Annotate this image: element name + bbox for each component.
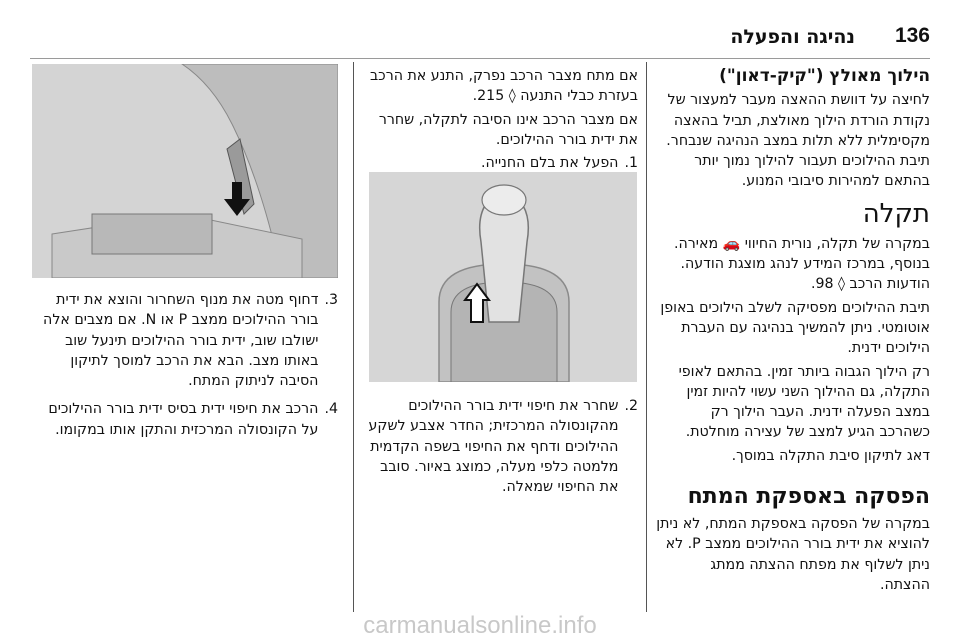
middle-column-lower	[366, 396, 638, 497]
release-lever-illustration	[32, 64, 338, 278]
step-4	[32, 399, 338, 440]
step-1-text: הפעל את בלם החנייה.	[481, 155, 619, 172]
left-column	[32, 290, 338, 440]
step-3-text: דחוף מטה את מנוף השחרור והוצא את ידית בורר ההילוכים ממצב P או N. אם מצבים אלה ישולבו שוב, ידית בורר ההילוכים תינעל שוב באותו מצב. הבא את הרכב למוסך לתיקון הסיבה לניתוק המתח.	[43, 292, 319, 390]
watermark: carmanualsonline.info	[363, 612, 597, 639]
step-3	[32, 290, 338, 391]
gear-lever-drawing	[369, 172, 637, 382]
step-4-text: הרכב את חיפוי ידית בסיס ידית בורר ההילוכים על הקונסולה המרכזית והתקן אותו במקומו.	[48, 401, 319, 438]
heading-kickdown: הילוך מאולץ ("קיק-דאון")	[719, 66, 930, 86]
paragraph-release: אם מצבר הרכב אינו הסיבה לתקלה, שחרר את ידית בורר ההילוכים.	[378, 111, 638, 148]
step-1-number: 1.	[624, 155, 638, 172]
paragraph-fault-2: תיבת ההילוכים מפסיקה לשלב הילוכים באופן אוטומטי. ניתן להמשיך בנהיגה עם העברת הילוכים ידנית.	[660, 299, 930, 357]
step-2-number: 2.	[624, 398, 638, 414]
paragraph-fault-4: דאג לתיקון סיבת התקלה במוסך.	[731, 447, 930, 464]
column-divider-left	[353, 62, 354, 612]
page-header	[0, 0, 960, 62]
right-column	[656, 66, 930, 598]
release-lever-drawing	[32, 64, 338, 278]
step-2	[366, 396, 638, 497]
step-1	[366, 153, 638, 173]
paragraph-kickdown: לחיצה על דוושת ההאצה מעבר למעצור של נקודת הורדת הילוך מאולצת, תביל בהאצה מקסימלית ללא תלות במצב הנהיגה שנבחר. תיבת ההילוכים תעבור להילוך נמוך יותר בהתאם למהירות סיבובי המנוע.	[666, 92, 930, 190]
paragraph-battery: אם מתח מצבר הרכב נפרק, התנע את הרכב בעזרת כבלי התנעה ◊ 215.	[369, 68, 638, 105]
heading-power-interruption: הפסקה באספקת המתח	[687, 484, 930, 510]
paragraph-fault-3: רק הילוך הגבוה ביותר זמין. בהתאם לאופי התקלה, גם ההילוך השני עשוי להיות זמין במצב הפעלה ידנית. העבר הילוך רק כשהרכב הגיע למצב של עצירה מוחלטת.	[678, 363, 930, 441]
step-4-number: 4.	[324, 401, 338, 418]
paragraph-power-interruption: במקרה של הפסקה באספקת המתח, לא ניתן להוציא את ידית בורר ההילוכים ממצב P. לא ניתן לשלוף את מפתח ההצתה ממתג ההצתה.	[656, 516, 930, 593]
paragraph-fault-1: במקרה של תקלה, נורית החיווי 🚗 מאירה. בנוסף, במרכז המידע לנהג מוצגת הודעה. הודעות הרכב ◊ 98.	[674, 235, 930, 293]
heading-fault: תקלה	[862, 198, 930, 229]
page-number: 136	[894, 24, 930, 47]
gear-lever-illustration	[369, 172, 637, 382]
step-3-number: 3.	[324, 292, 338, 308]
column-divider-right	[646, 62, 647, 612]
middle-column	[366, 66, 638, 173]
header-rule	[30, 58, 930, 59]
page-title: נהיגה והפעלה	[730, 26, 855, 48]
step-2-text: שחרר את חיפוי ידית בורר ההילוכים מהקונסולה המרכזית; החדר אצבע לשקע ההילוכים ודחף את החיפוי בשפה הקדמית מלמטה כלפי מעלה, כמוצג באיור. סובב את החיפוי שמאלה.	[368, 398, 619, 496]
